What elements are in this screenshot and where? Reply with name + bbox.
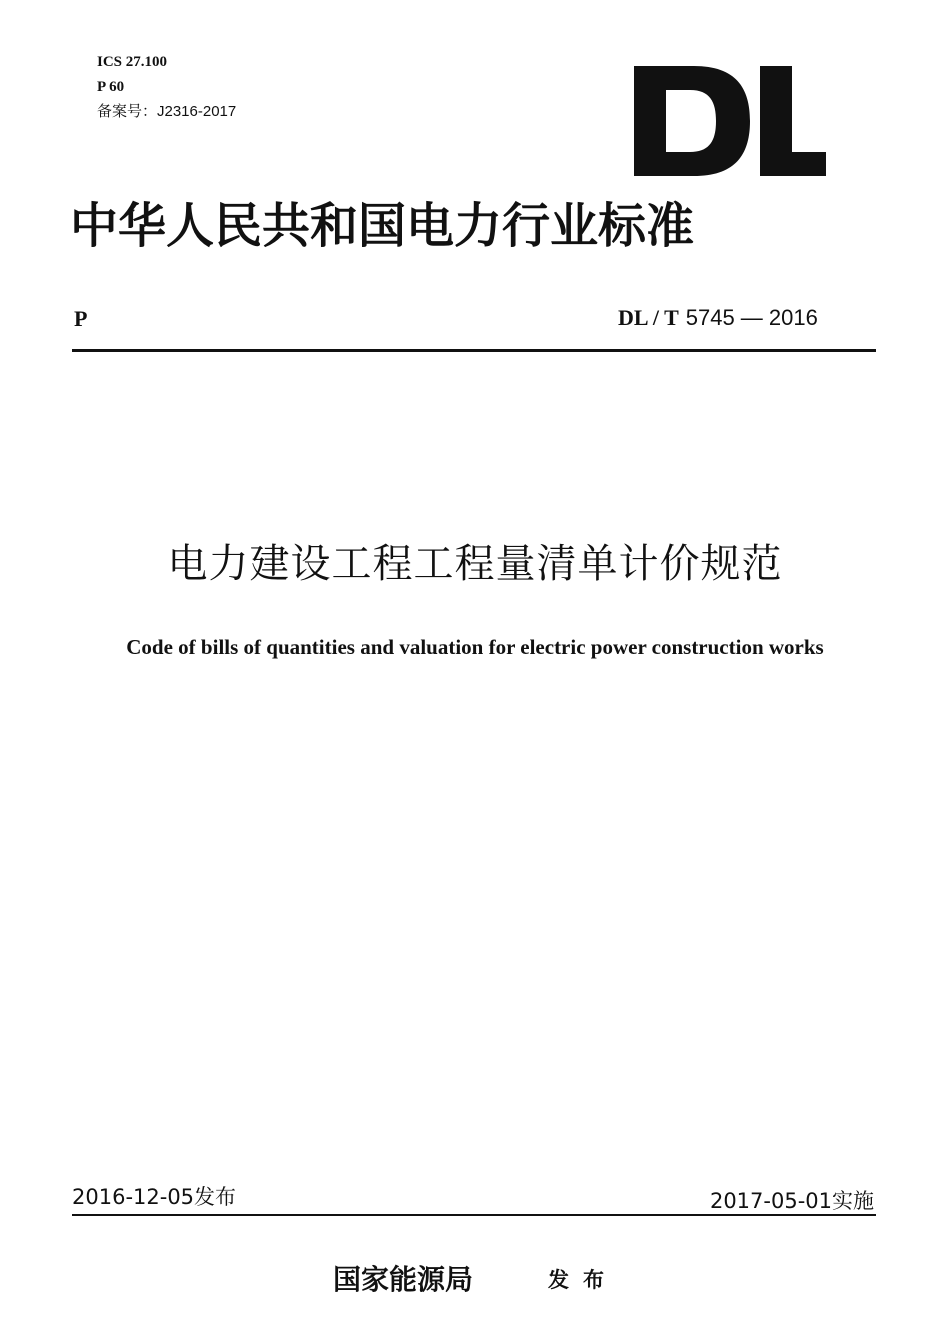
header-divider xyxy=(72,349,876,352)
document-title-cn: 电力建设工程工程量清单计价规范 xyxy=(167,541,783,587)
class-letter: P xyxy=(74,306,88,331)
standard-number-prefix: DL / T xyxy=(618,305,679,330)
issue-date: 2016-12-05发布 xyxy=(72,1185,237,1209)
ccs-code-text: P 60 xyxy=(97,79,125,95)
ccs-code xyxy=(97,78,124,96)
standard-category-title: 中华人民共和国电力行业标准 xyxy=(70,198,695,254)
publish-label: 发布 xyxy=(548,1267,618,1292)
publisher: 国家能源局 xyxy=(333,1263,474,1296)
filing-number-text: 备案号：J2316-2017 xyxy=(97,103,237,120)
document-title-en: Code of bills of quantities and valuation for electric power construction works xyxy=(126,635,824,659)
filing-number xyxy=(97,103,236,121)
ics-code xyxy=(97,53,167,71)
dl-logo xyxy=(632,62,828,180)
effective-date: 2017-05-01实施 xyxy=(709,1189,874,1213)
standard-number-value: 5745 — 2016 xyxy=(685,305,818,330)
footer-divider xyxy=(72,1214,876,1216)
ics-code-text: ICS 27.100 xyxy=(97,54,168,70)
standard-number xyxy=(618,305,818,331)
